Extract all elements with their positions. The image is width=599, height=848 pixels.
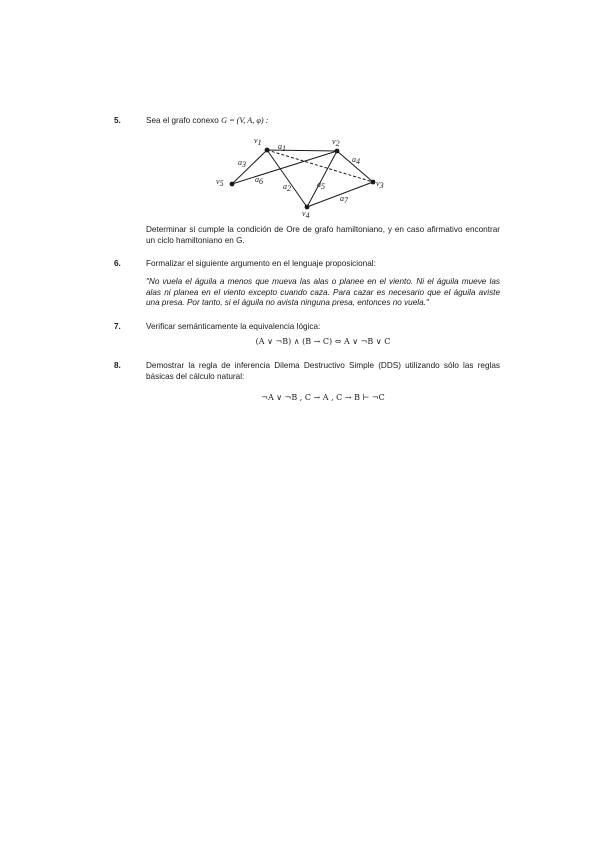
svg-text:v4: v4: [302, 209, 310, 220]
svg-text:v3: v3: [376, 179, 384, 190]
edge-label-a7: a: [340, 194, 344, 203]
exercise-5-question: Determinar si cumple la condición de Ore de grafo hamiltoniano, y en caso afirmativo encontrar un ciclo hamiltoniano en G.: [146, 225, 500, 245]
exercise-6-argument: "No vuela el águila a menos que mueva las alas o planee en el viento. Ni el águila mueve las alas ni planea en el viento excepto cuando caza. Para cazar es necesario que el águila aviste una presa. Por tanto, si el águila no avista ninguna presa, entonces no vuela.": [146, 277, 500, 307]
exercise-8-intro: Demostrar la regla de inferencia Dilema Destructivo Simple (DDS) utilizando sólo las reglas básicas del cálculo natural:: [146, 361, 500, 381]
exercise-5-intro-text: Sea el grafo conexo: [146, 116, 219, 125]
svg-text:a1: a1: [278, 142, 286, 153]
edge-label-a4: a: [352, 155, 356, 164]
vertex-label-v4: v: [302, 209, 306, 218]
vertex-v1: [265, 148, 270, 153]
vertex-v3: [371, 180, 376, 185]
exercise-7-intro: Verificar semánticamente la equivalencia lógica:: [146, 322, 321, 331]
svg-text:a4: a4: [352, 155, 360, 166]
svg-text:a3: a3: [238, 158, 246, 169]
exercise-5-number: 5.: [114, 116, 121, 125]
graph-notation: G = (V, A, φ) :: [221, 116, 269, 125]
exercise-8-number: 8.: [114, 361, 121, 370]
exercise-7-number: 7.: [114, 322, 121, 331]
vertex-label-v2: v: [332, 137, 336, 146]
edge-label-a3: a: [238, 158, 242, 167]
vertex-v5: [230, 182, 235, 187]
vertex-label-v5: v: [216, 177, 220, 186]
svg-text:a6: a6: [255, 175, 263, 186]
vertex-label-v1: v: [254, 136, 258, 145]
edge-label-a6: a: [255, 175, 259, 184]
svg-text:a5: a5: [317, 180, 325, 191]
svg-text:v1: v1: [254, 136, 262, 147]
vertex-label-v3: v: [376, 179, 380, 188]
svg-text:v2: v2: [332, 137, 340, 148]
exercise-6-intro: Formalizar el siguiente argumento en el lenguaje proposicional:: [146, 259, 376, 268]
exercise-6-number: 6.: [114, 259, 121, 268]
vertex-v2: [335, 149, 340, 154]
edge-label-a1: a: [278, 142, 282, 151]
svg-text:v5: v5: [216, 177, 224, 188]
exercise-8-formula: ¬A ∨ ¬B , C → A , C → B ⊢ ¬C: [261, 393, 385, 402]
edge-label-a5: a: [317, 180, 321, 189]
svg-text:a7: a7: [340, 194, 348, 205]
exercise-7-formula: (A ∨ ¬B) ∧ (B → C) ⇔ A ∨ ¬B ∨ C: [255, 337, 391, 346]
svg-text:a2: a2: [283, 182, 291, 193]
edge-label-a2: a: [283, 182, 287, 191]
